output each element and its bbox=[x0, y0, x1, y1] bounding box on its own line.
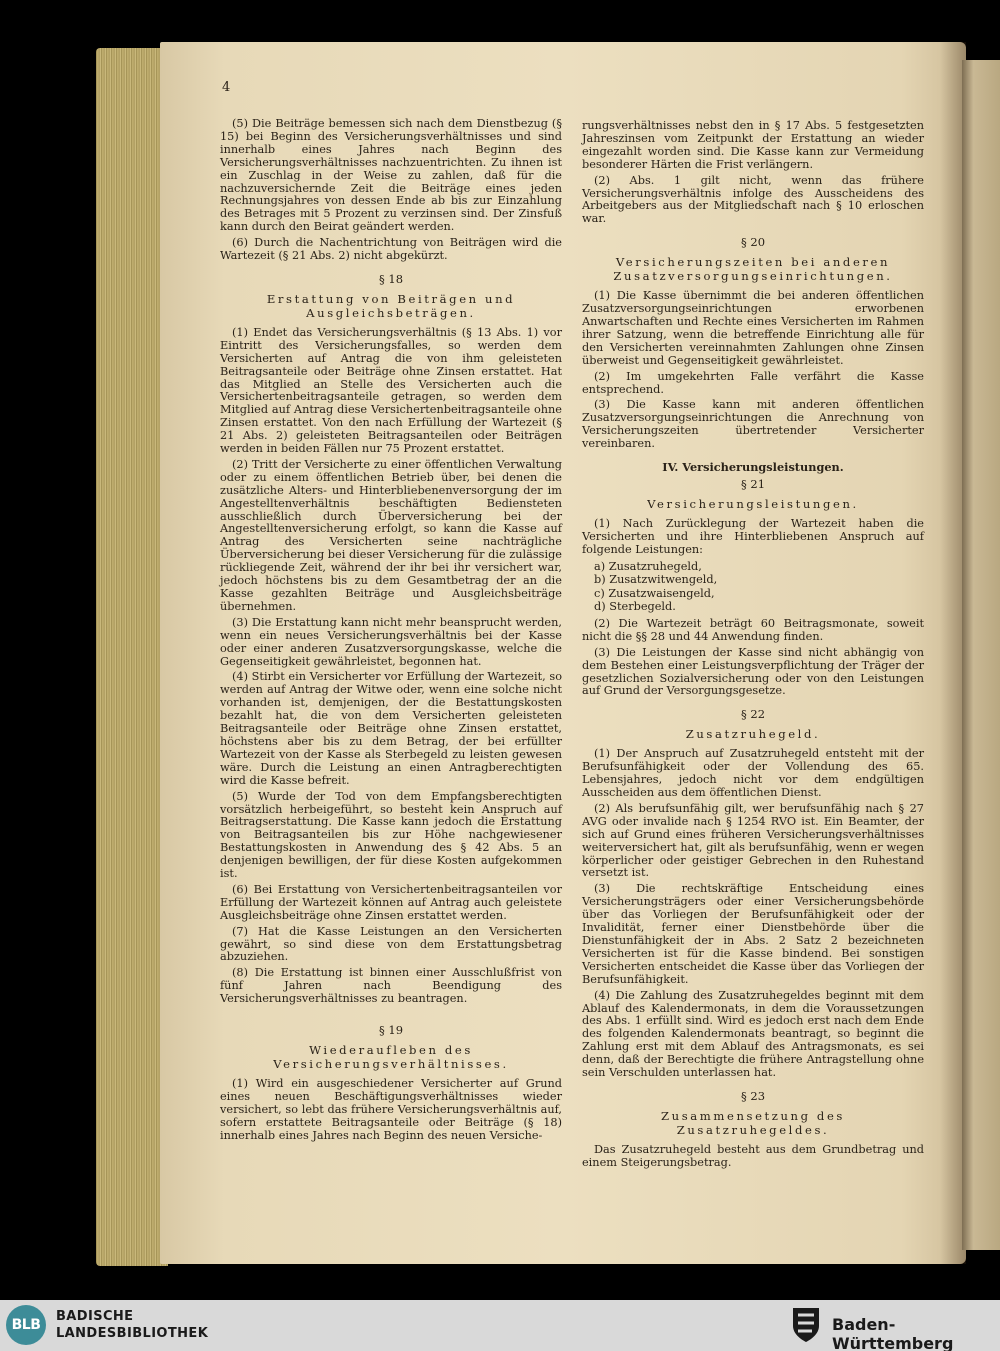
section-number: § 21 bbox=[740, 476, 766, 491]
left-column bbox=[220, 118, 562, 1146]
blb-logo[interactable]: BLB bbox=[6, 1305, 46, 1345]
paragraph: (4) Stirbt ein Versicherter vor Erfüllung der Wartezeit, so werden auf Antrag der Witwe oder, wenn eine solche nicht vorhanden ist, demjenigen, der die Bestattungskosten bezahlt hat, die von dem Versicherten geleisteten Beitragsanteile oder Beiträge ohne Zinsen erstattet, höchstens aber bis zu dem Betrag, der bei erfüllter Wartezeit von der Kasse als Sterbegeld zu leisten gewesen wäre. Durch die Leistung an einen Antragberechtigten wird die Kasse befreit. bbox=[220, 670, 562, 787]
paragraph: (2) Im umgekehrten Falle verfährt die Kasse entsprechend. bbox=[582, 369, 924, 396]
right-column bbox=[582, 120, 924, 1173]
paragraph: (1) Wird ein ausgeschiedener Versicherter auf Grund eines neuen Beschäftigungsverhältnisses wieder versichert, so lebt das frühere Versicherungsverhältnis auf, sofern erstattete Beitragsanteile oder Beiträge (§ 18) innerhalb eines Jahres nach Beginn des neuen Versiche- bbox=[220, 1077, 562, 1142]
section-title: Erstattung von Beiträgen und Ausgleichsbeträgen. bbox=[266, 291, 516, 320]
state-name[interactable]: Baden-Württemberg bbox=[832, 1315, 954, 1351]
section-number: § 19 bbox=[378, 1023, 404, 1038]
paragraph: (3) Die Leistungen der Kasse sind nicht abhängig von dem Bestehen einer Leistungsverpflichtung der Träger der gesetzlichen Sozialversicherung oder von den Leistungen auf Grund der Versorgungsgesetze. bbox=[582, 645, 924, 698]
section-number: § 23 bbox=[740, 1088, 766, 1103]
paragraph: (7) Hat die Kasse Leistungen an den Versicherten gewährt, so sind diese von dem Erstattungsbetrag abzuziehen. bbox=[220, 924, 562, 964]
section-title: Zusammensetzung des Zusatzruhegeldes. bbox=[661, 1108, 845, 1137]
paragraph: Das Zusatzruhegeld besteht aus dem Grundbetrag und einem Steigerungsbetrag. bbox=[582, 1142, 924, 1169]
paragraph: (1) Der Anspruch auf Zusatzruhegeld entsteht mit der Berufsunfähigkeit oder der Vollendung des 65. Lebensjahres, jedoch nicht vor dem endgültigen Ausscheiden aus dem öffentlichen Dienst. bbox=[582, 747, 924, 799]
list-item: a) Zusatzruhegeld, bbox=[594, 559, 702, 573]
list-item: d) Sterbegeld. bbox=[594, 600, 676, 614]
section-title: Wiederaufleben des Versicherungsverhältnisses. bbox=[273, 1043, 509, 1071]
benefit-list bbox=[594, 560, 924, 614]
book-page-edges bbox=[96, 48, 168, 1266]
coat-of-arms-icon bbox=[790, 1306, 822, 1344]
facing-page-edge bbox=[962, 60, 1000, 1250]
section-title: Zusatzruhegeld. bbox=[685, 727, 821, 742]
paragraph: (5) Die Beiträge bemessen sich nach dem Dienstbezug (§ 15) bei Beginn des Versicherungsverhältnisses und sind innerhalb eines Jahres nach Beginn des Versicherungsverhältnisses nachzuentrichten. Zu ihnen ist ein Zuschlag in der Weise zu zahlen, daß für die nachzuversichernde Zeit die Beiträge eines jeden Rechnungsjahres von dessen Ende ab bis zur Einzahlung des Betrages mit 5 Prozent zu verzinsen sind. Der Zinsfuß kann durch den Beirat geändert werden. bbox=[220, 117, 562, 234]
paragraph: (3) Die Kasse kann mit anderen öffentlichen Zusatzversorgungseinrichtungen die Anrechnung von Versicherungszeiten übertretender Versicherter vereinbaren. bbox=[582, 398, 924, 451]
paragraph: (3) Die rechtskräftige Entscheidung eines Versicherungsträgers oder einer Versicherungsbehörde über das Vorliegen der Berufsunfähigkeit oder der Invalidität, ferner einer Dienstbehörde über die Dienstunfähigkeit der in Abs. 2 Satz 2 bezeichneten Versicherten ist für die Kasse bindend. Bei sonstigen Versicherten entscheidet die Kasse über das Vorliegen der Berufsunfähigkeit. bbox=[582, 882, 924, 986]
paragraph: (4) Die Zahlung des Zusatzruhegeldes beginnt mit dem Ablauf des Kalendermonats, in dem die Voraussetzungen des Abs. 1 erfüllt sind. Wird es jedoch erst nach dem Ende des folgenden Kalendermonats beantragt, so beginnt die Zahlung erst mit dem Ablauf des Antragsmonats, es sei denn, daß der Berechtigte die frühere Antragstellung ohne sein Verschulden unterlassen hat. bbox=[582, 988, 924, 1080]
section-number: § 22 bbox=[740, 707, 766, 722]
part-heading: IV. Versicherungsleistungen. bbox=[662, 460, 844, 475]
library-name[interactable] bbox=[56, 1308, 208, 1342]
section-title: Versicherungszeiten bei anderen Zusatzversorgungseinrichtungen. bbox=[613, 255, 893, 284]
paragraph: (8) Die Erstattung ist binnen einer Ausschlußfrist von fünf Jahren nach Beendigung des Versicherungsverhältnisses zu beantragen. bbox=[220, 966, 562, 1006]
paragraph: (5) Wurde der Tod von dem Empfangsberechtigten vorsätzlich herbeigeführt, so besteht kein Anspruch auf Beitragserstattung. Die Kasse kann jedoch die Erstattung von Beitragsanteilen bis zur Höhe nachgewiesener Bestattungskosten in Anwendung des § 42 Abs. 5 an denjenigen bewilligen, der für diese Kosten aufgekommen ist. bbox=[220, 789, 562, 881]
paragraph: (1) Die Kasse übernimmt die bei anderen öffentlichen Zusatzversorgungseinrichtungen erworbenen Anwartschaften und Rechte eines Versicherten im Rahmen ihrer Satzung, wenn die betreffende Einrichtung alle für den Versicherten vereinnahmten Zahlungen ohne Zinsen überweist und Gegenseitigkeit gewährleistet. bbox=[582, 289, 924, 367]
paragraph: (2) Tritt der Versicherte zu einer öffentlichen Verwaltung oder zu einem öffentlichen Betrieb über, bei denen die zusätzliche Alters- und Hinterbliebenenversorgung der im Angestelltenverhältnis beschäftigten Bediensteten ausschließlich durch Überversicherung bei der Angestelltenversicherung erfolgt, so kann die Kasse auf Antrag des Versicherten seine nachträgliche Überversicherung bei dieser Versicherung für die zulässige rückliegende Zeit, während der ihr bei ihr versichert war, jedoch höchstens bis zu dem Gesamtbetrag der an die Kasse gezahlten Beiträge und Ausgleichsbeiträge übernehmen. bbox=[220, 457, 562, 613]
paragraph: (2) Die Wartezeit beträgt 60 Beitragsmonate, soweit nicht die §§ 28 und 44 Anwendung finden. bbox=[582, 616, 924, 643]
paragraph: (6) Bei Erstattung von Versichertenbeitragsanteilen vor Erfüllung der Wartezeit können auf Antrag auch geleistete Ausgleichsbeiträge ohne Zinsen erstattet werden. bbox=[220, 882, 562, 922]
paragraph: rungsverhältnisses nebst den in § 17 Abs. 5 festgesetzten Jahreszinsen vom Zeitpunkt der Erstattung an wieder eingezahlt worden sind. Die Kasse kann zur Vermeidung besonderer Härten die Frist verlängern. bbox=[582, 119, 924, 171]
footer-bar bbox=[0, 1300, 1000, 1351]
section-title: Versicherungsleistungen. bbox=[647, 496, 859, 511]
paragraph: (6) Durch die Nachentrichtung von Beiträgen wird die Wartezeit (§ 21 Abs. 2) nicht abgekürzt. bbox=[220, 236, 562, 263]
paragraph: (1) Endet das Versicherungsverhältnis (§ 13 Abs. 1) vor Eintritt des Versicherungsfalles, so werden dem Versicherten auf Antrag die von ihm geleisteten Beitragsanteile oder Beiträge ohne Zinsen erstattet. Hat das Mitglied an Stelle des Versicherten auch die Versichertenbeitragsanteile getragen, so werden dem Mitglied auf Antrag diese Versichertenbeitragsanteile ohne Zinsen erstattet. Von den nach Erfüllung der Wartezeit (§ 21 Abs. 2) geleisteten Beitragsanteilen oder Beiträgen werden in beiden Fällen nur 75 Prozent erstattet. bbox=[220, 325, 562, 456]
paragraph: (2) Abs. 1 gilt nicht, wenn das frühere Versicherungsverhältnis infolge des Ausscheidens des Arbeitgebers aus der Mitgliedschaft nach § 10 erloschen war. bbox=[582, 173, 924, 226]
paragraph: (2) Als berufsunfähig gilt, wer berufsunfähig nach § 27 AVG oder invalide nach § 1254 RVO ist. Ein Beamter, der sich auf Grund eines früheren Versicherungsverhältnisses weiterversichert hat, gilt als berufsunfähig, wenn er wegen körperlicher oder geistiger Gebrechen in den Ruhestand versetzt ist. bbox=[582, 801, 924, 880]
library-name-line: BADISCHE bbox=[56, 1309, 134, 1324]
list-item: b) Zusatzwitwengeld, bbox=[594, 573, 718, 587]
library-name-line: LANDESBIBLIOTHEK bbox=[56, 1326, 209, 1341]
paragraph: (1) Nach Zurücklegung der Wartezeit haben die Versicherten und ihre Hinterbliebenen Anspruch auf folgende Leistungen: bbox=[582, 516, 924, 556]
section-number: § 20 bbox=[740, 235, 766, 250]
paragraph: (3) Die Erstattung kann nicht mehr beansprucht werden, wenn ein neues Versicherungsverhältnis bei der Kasse oder einer anderen Zusatzversorgungskasse, welche die Gegenseitigkeit gewährleistet, begonnen hat. bbox=[220, 615, 562, 668]
section-number: § 18 bbox=[378, 271, 404, 286]
page-number: 4 bbox=[222, 80, 231, 95]
list-item: c) Zusatzwaisengeld, bbox=[594, 586, 715, 600]
